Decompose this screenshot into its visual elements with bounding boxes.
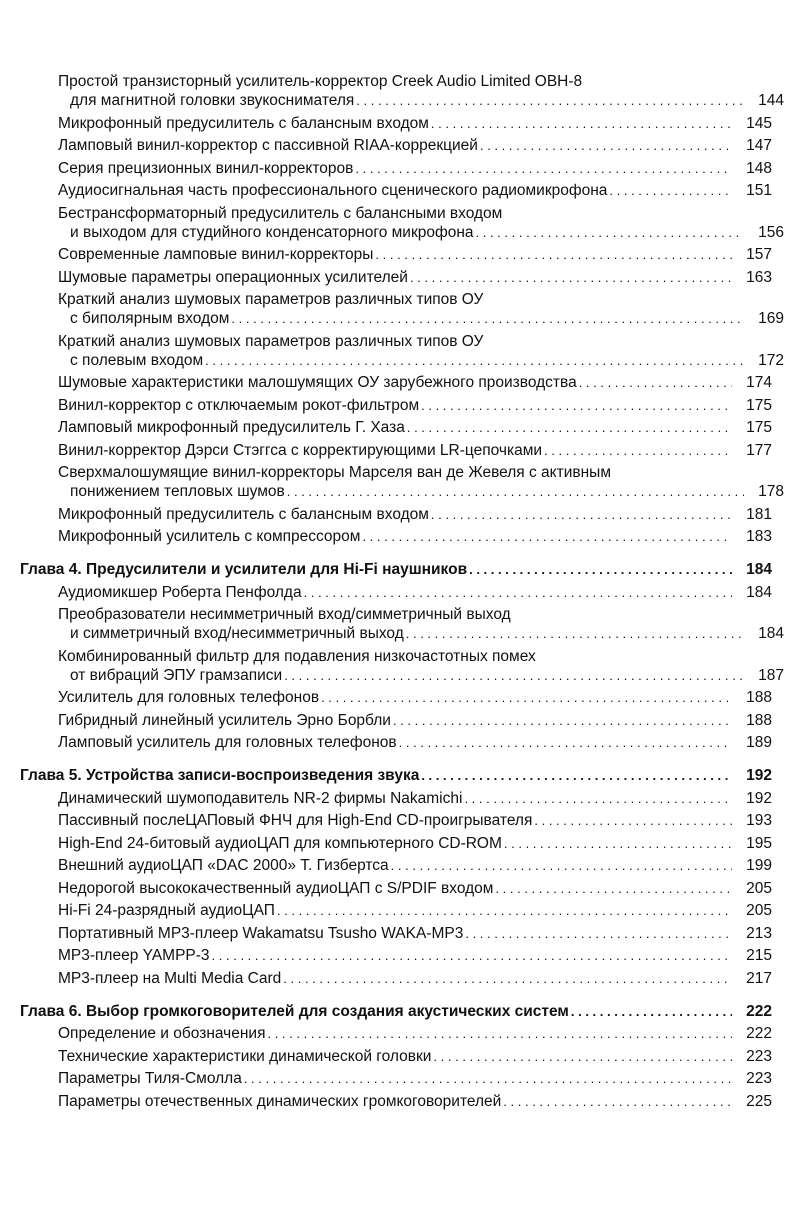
dot-leader — [607, 181, 732, 200]
toc-entry — [20, 72, 784, 110]
toc-entry-title: Ламповый усилитель для головных телефонов — [58, 734, 397, 751]
dot-leader — [474, 223, 744, 242]
toc-entry — [20, 733, 772, 752]
dot-leader — [429, 114, 732, 133]
dot-leader — [405, 418, 732, 437]
toc-page-number: 178 — [758, 483, 784, 500]
toc-entry — [20, 924, 772, 943]
toc-page-number: 187 — [758, 666, 784, 684]
toc-entry-title: Динамический шумоподавитель NR-2 фирмы Nakamichi — [58, 789, 463, 807]
toc-entry-title: Микрофонный предусилитель с балансным входом — [58, 114, 429, 132]
toc-page-number: 151 — [746, 182, 772, 199]
toc-entry-title: Ламповый микрофонный предусилитель Г. Хаза — [58, 419, 405, 436]
toc-page-number: 184 — [758, 625, 784, 642]
toc-entry — [20, 181, 772, 200]
toc-entry — [20, 159, 772, 178]
dot-leader — [431, 1047, 732, 1066]
dot-leader — [389, 856, 732, 875]
toc-entry-title: Современные ламповые винил-корректоры — [58, 246, 374, 263]
toc-page-number: 192 — [746, 789, 772, 807]
toc-entry-title: от вибраций ЭПУ грамзаписи — [70, 666, 283, 684]
toc-page-number: 174 — [746, 374, 772, 391]
dot-leader — [404, 624, 744, 643]
toc-entry-title: и выходом для студийного конденсаторного микрофона — [70, 223, 474, 241]
toc-entry-title: Микрофонный предусилитель с балансным входом — [58, 505, 429, 523]
dot-leader — [210, 946, 732, 965]
dot-leader — [360, 527, 732, 546]
toc-page-number: 181 — [746, 505, 772, 523]
toc-entry-title: Глава 5. Устройства записи-воспроизведения звука — [20, 767, 420, 784]
toc-entry — [20, 688, 772, 707]
toc-entry-title: Простой транзисторный усилитель-корректор Creek Audio Limited OBH-8 — [58, 73, 583, 90]
toc-page-number: 205 — [746, 902, 772, 919]
toc-entry-title: Преобразователи несимметричный вход/симметричный выход — [58, 606, 511, 623]
toc-entry — [20, 789, 772, 808]
toc-page-number: 148 — [746, 159, 772, 177]
toc-page-number: 215 — [746, 947, 772, 964]
toc-page-number: 213 — [746, 924, 772, 942]
toc-entry — [20, 647, 784, 685]
toc-entry — [20, 268, 772, 287]
dot-leader — [281, 969, 732, 988]
toc-entry — [20, 418, 772, 437]
toc-entry-title: Винил-корректор Дэрси Стэггса с корректирующими LR-цепочками — [58, 441, 543, 459]
toc-page-number: 188 — [746, 689, 772, 706]
toc-entry-title: Недорогой высококачественный аудиоЦАП с S/PDIF входом — [58, 879, 494, 897]
toc-entry-title: Сверхмалошумящие винил-корректоры Марселя ван де Жевеля с активным — [58, 464, 611, 481]
dot-leader — [502, 834, 732, 853]
toc-entry-title: Усилитель для головных телефонов — [58, 689, 320, 706]
toc-page-number: 189 — [746, 734, 772, 751]
toc-entry — [20, 332, 784, 370]
dot-leader — [542, 441, 732, 460]
toc-entry-title: Шумовые параметры операционных усилителей — [58, 268, 408, 286]
toc-page-number: 217 — [746, 969, 772, 987]
toc-entry — [20, 136, 772, 155]
toc-entry-title: Гибридный линейный усилитель Эрно Борбли — [58, 711, 391, 729]
toc-page-number: 188 — [746, 711, 772, 729]
dot-leader — [577, 373, 732, 392]
toc-entry — [20, 114, 772, 133]
toc-entry-title: Бестрансформаторный предусилитель с балансными входом — [58, 204, 503, 222]
dot-leader — [354, 91, 744, 110]
toc-entry-title: MP3-плеер на Multi Media Card — [58, 969, 282, 987]
toc-entry-title: Hi-Fi 24-разрядный аудиоЦАП — [58, 902, 275, 919]
toc-page-number: 199 — [746, 857, 772, 874]
toc-page-number: 195 — [746, 834, 772, 852]
dot-leader — [569, 1002, 732, 1021]
dot-leader — [419, 396, 732, 415]
toc-chapter — [20, 1002, 772, 1021]
dot-leader — [397, 733, 732, 752]
toc-entry-title: Микрофонный усилитель с компрессором — [58, 528, 361, 545]
toc-entry — [20, 1092, 772, 1111]
toc-page-number: 183 — [746, 528, 772, 545]
toc-page-number: 192 — [746, 767, 772, 784]
toc-page-number: 225 — [746, 1092, 772, 1110]
toc-entry — [20, 811, 772, 830]
toc-page-number: 144 — [758, 92, 784, 109]
toc-entry-title: High-End 24-битовый аудиоЦАП для компьютерного CD-ROM — [58, 834, 502, 852]
toc-entry — [20, 583, 772, 602]
toc-entry — [20, 856, 772, 875]
toc-chapter — [20, 766, 772, 785]
dot-leader — [229, 309, 744, 328]
toc-entry-title: Аудиосигнальная часть профессионального сценического радиомикрофона — [58, 182, 608, 199]
toc-entry — [20, 373, 772, 392]
dot-leader — [532, 811, 732, 830]
toc-entry — [20, 1069, 772, 1088]
toc-page-number: 222 — [746, 1025, 772, 1042]
dot-leader — [391, 711, 732, 730]
toc-entry — [20, 290, 784, 328]
toc-page-number: 223 — [746, 1070, 772, 1087]
toc-entry — [20, 946, 772, 965]
toc-entry-title: Краткий анализ шумовых параметров различных типов ОУ — [58, 291, 484, 308]
dot-leader — [282, 666, 744, 685]
dot-leader — [302, 583, 732, 602]
toc-entry — [20, 879, 772, 898]
toc-entry-title: понижением тепловых шумов — [70, 483, 285, 500]
toc-page-number: 147 — [746, 137, 772, 154]
dot-leader — [467, 560, 732, 579]
toc-entry — [20, 245, 772, 264]
dot-leader — [319, 688, 732, 707]
toc-entry-title: Глава 4. Предусилители и усилители для Hi-Fi наушников — [20, 561, 468, 578]
toc-entry-title: для магнитной головки звукоснимателя — [70, 92, 355, 109]
toc-page-number: 184 — [746, 583, 772, 601]
toc-entry — [20, 834, 772, 853]
toc-entry — [20, 505, 772, 524]
toc-page-number: 193 — [746, 812, 772, 829]
toc-entry-title: MP3-плеер YAMPP-3 — [58, 947, 210, 964]
toc-entry-title: с полевым входом — [70, 351, 204, 369]
toc-entry-title: Краткий анализ шумовых параметров различных типов ОУ — [58, 332, 484, 350]
toc-entry-title: Комбинированный фильтр для подавления низкочастотных помех — [58, 647, 536, 665]
toc-entry-title: Винил-корректор с отключаемым рокот-фильтром — [58, 396, 420, 414]
toc-entry-title: Портативный MP3-плеер Wakamatsu Tsusho WAKA-MP3 — [58, 924, 464, 942]
toc-entry-title: Технические характеристики динамической головки — [58, 1047, 432, 1065]
toc-page-number: 205 — [746, 879, 772, 897]
toc-entry — [20, 527, 772, 546]
toc-page-number: 177 — [746, 441, 772, 459]
toc-entry-title: Внешний аудиоЦАП «DAC 2000» Т. Гизбертса — [58, 857, 389, 874]
dot-leader — [373, 245, 732, 264]
dot-leader — [285, 482, 744, 501]
toc-page-number: 222 — [746, 1002, 772, 1020]
toc-page-number: 156 — [758, 223, 784, 241]
toc-page-number: 169 — [758, 310, 784, 327]
toc-page-number: 223 — [746, 1047, 772, 1065]
toc-entry — [20, 204, 784, 242]
toc-page-number: 157 — [746, 246, 772, 263]
dot-leader — [478, 136, 732, 155]
dot-leader — [501, 1092, 732, 1111]
dot-leader — [463, 924, 732, 943]
dot-leader — [462, 789, 732, 808]
dot-leader — [493, 879, 732, 898]
toc-entry — [20, 463, 784, 501]
dot-leader — [242, 1069, 732, 1088]
dot-leader — [353, 159, 732, 178]
toc-entry-title: с биполярным входом — [70, 310, 230, 327]
toc-entry — [20, 1047, 772, 1066]
toc-entry — [20, 1024, 772, 1043]
toc-page-number: 175 — [746, 396, 772, 414]
toc-entry — [20, 441, 772, 460]
toc-entry-title: Пассивный послеЦАПовый ФНЧ для High-End CD-проигрывателя — [58, 812, 533, 829]
toc-entry-title: Ламповый винил-корректор с пассивной RIAA-коррекцией — [58, 137, 478, 154]
toc-entry-title: Серия прецизионных винил-корректоров — [58, 159, 354, 177]
dot-leader — [203, 351, 744, 370]
toc-page-number: 175 — [746, 419, 772, 436]
toc-entry-title: Параметры отечественных динамических громкоговорителей — [58, 1092, 502, 1110]
toc-entry — [20, 396, 772, 415]
toc-page-number: 163 — [746, 268, 772, 286]
toc-entry — [20, 901, 772, 920]
toc-page-number: 172 — [758, 351, 784, 369]
toc-page-number: 184 — [746, 561, 772, 578]
toc-entry-title: Параметры Тиля-Смолла — [58, 1070, 242, 1087]
toc-entry-title: и симметричный вход/несимметричный выход — [70, 625, 404, 642]
dot-leader — [408, 268, 732, 287]
toc-entry — [20, 969, 772, 988]
toc-entry-title: Определение и обозначения — [58, 1025, 266, 1042]
toc-page-number: 145 — [746, 114, 772, 132]
toc-entry-title: Аудиомикшер Роберта Пенфолда — [58, 583, 302, 601]
table-of-contents — [20, 72, 784, 1114]
toc-chapter — [20, 560, 772, 579]
dot-leader — [419, 766, 732, 785]
toc-entry-title: Шумовые характеристики малошумящих ОУ зарубежного производства — [58, 374, 577, 391]
toc-entry — [20, 711, 772, 730]
toc-entry — [20, 605, 784, 643]
dot-leader — [429, 505, 732, 524]
dot-leader — [275, 901, 732, 920]
toc-entry-title: Глава 6. Выбор громкоговорителей для создания акустических систем — [20, 1002, 569, 1020]
dot-leader — [265, 1024, 732, 1043]
